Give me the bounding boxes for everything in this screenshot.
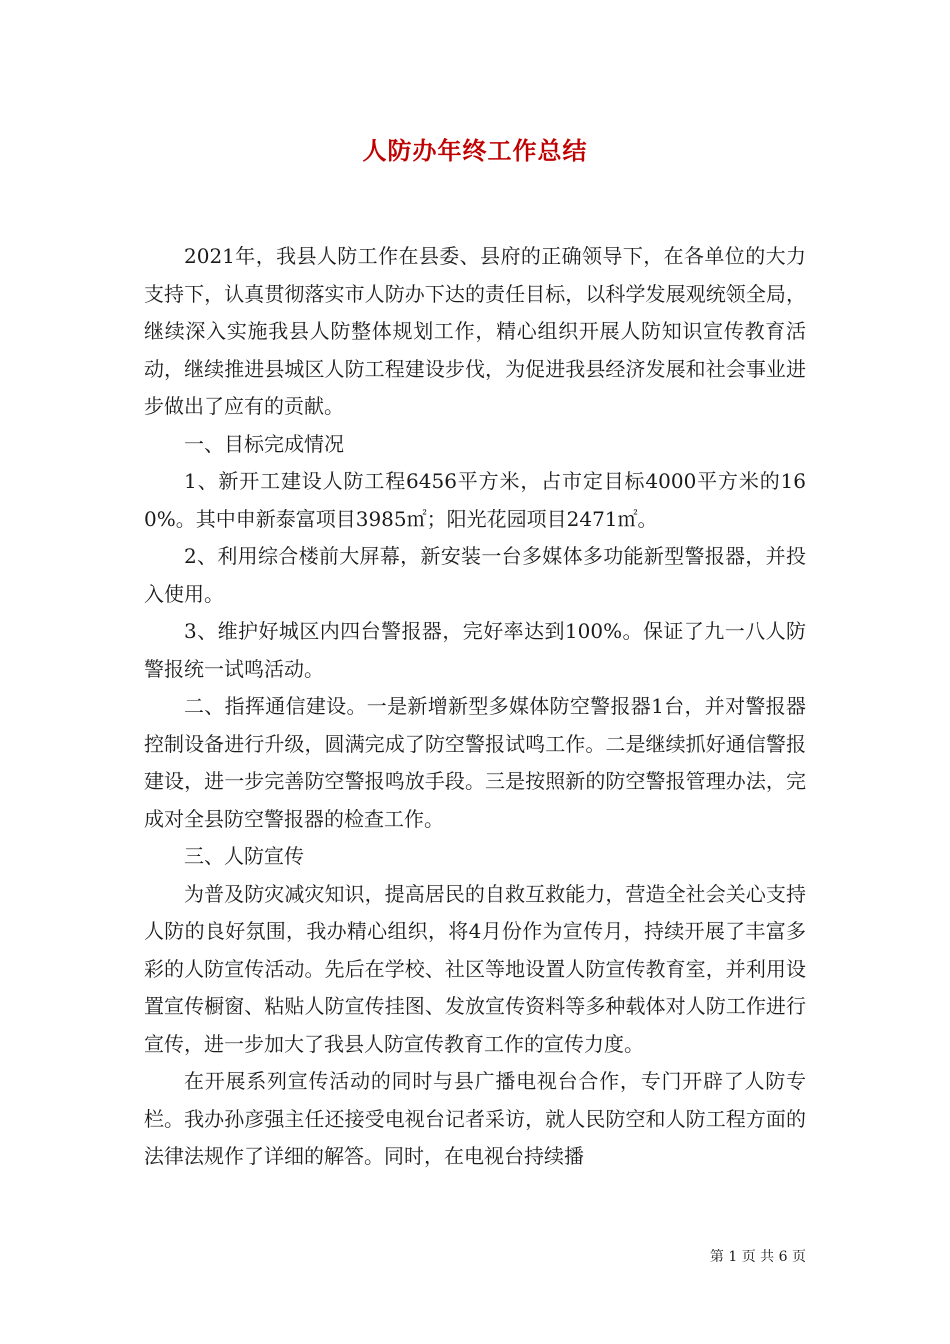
paragraph-item-2: 2、利用综合楼前大屏幕，新安装一台多媒体多功能新型警报器，并投入使用。	[144, 544, 806, 606]
paragraph-tv-column: 在开展系列宣传活动的同时与县广播电视台合作，专门开辟了人防专栏。我办孙彦强主任还接受电视台记者采访，就人民防空和人防工程方面的法律法规作了详细的解答。同时，在电视台持续播	[144, 1069, 806, 1168]
page-number-footer: 第 1 页 共 6 页	[709, 1249, 806, 1265]
paragraph-intro: 2021年，我县人防工作在县委、县府的正确领导下，在各单位的大力支持下，认真贯彻落实市人防办下达的责任目标，以科学发展观统领全局，继续深入实施我县人防整体规划工作，精心组织开展人防知识宣传教育活动，继续推进县城区人防工程建设步伐，为促进我县经济发展和社会事业进步做出了应有的贡献。	[144, 244, 806, 418]
document-body	[144, 238, 806, 1176]
section-heading-targets: 一、目标完成情况	[184, 431, 344, 456]
paragraph-publicity: 为普及防灾减灾知识，提高居民的自救互救能力，营造全社会关心支持人防的良好氛围，我办精心组织，将4月份作为宣传月，持续开展了丰富多彩的人防宣传活动。先后在学校、社区等地设置人防宣传教育室，并利用设置宣传橱窗、粘贴人防宣传挂图、发放宣传资料等多种载体对人防工作进行宣传，进一步加大了我县人防宣传教育工作的宣传力度。	[144, 881, 806, 1056]
document-title: 人防办年终工作总结	[362, 136, 588, 165]
section-heading-publicity: 三、人防宣传	[184, 844, 304, 868]
paragraph-item-3: 3、维护好城区内四台警报器，完好率达到100%。保证了九一八人防警报统一试鸣活动。	[144, 619, 806, 681]
paragraph-item-1: 1、新开工建设人防工程6456平方米，占市定目标4000平方米的160%。其中申新泰富项目3985㎡；阳光花园项目2471㎡。	[144, 469, 806, 531]
paragraph-communications: 二、指挥通信建设。一是新增新型多媒体防空警报器1台，并对警报器控制设备进行升级，圆满完成了防空警报试鸣工作。二是继续抓好通信警报建设，进一步完善防空警报鸣放手段。三是按照新的防空警报管理办法，完成对全县防空警报器的检查工作。	[144, 694, 806, 831]
